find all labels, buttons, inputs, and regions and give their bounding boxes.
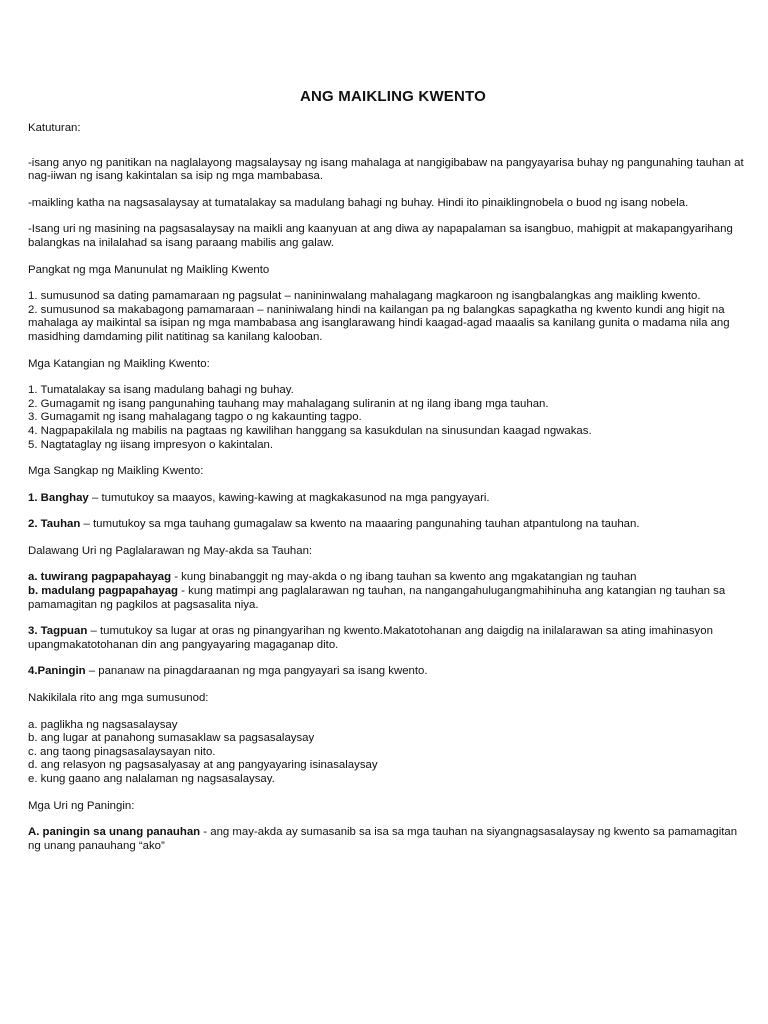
katangian-item: 3. Gumagamit ng isang mahalagang tagpo o ng kakaunting tagpo. <box>28 411 362 424</box>
sangkap-tagpuan <box>28 625 758 652</box>
definition-3: -Isang uri ng masining na pagsasalaysay na maikli ang kaanyuan at ang diwa ay napapalaman sa isangbuo, mahigpit at makapangyarihang balangkas na inilalahad sa isang paraang mabilis ang galaw. <box>28 223 733 249</box>
katangian-heading: Mga Katangian ng Maikling Kwento: <box>28 357 210 370</box>
tauhan-term: 2. Tauhan <box>28 518 81 531</box>
katuturan-label: Katuturan: <box>28 122 81 134</box>
unang-panauhan-continuation: ng unang panauhang “ako” <box>28 839 165 852</box>
katangian-item: 1. Tumatalakay sa isang madulang bahagi ng buhay. <box>28 384 294 397</box>
banghay-definition: – tumutukoy sa maayos, kawing-kawing at magkakasunod na mga pangyayari. <box>88 491 490 504</box>
unang-panauhan-term: A. paningin sa unang panauhan <box>28 826 201 839</box>
nakikilala-heading: Nakikilala rito ang mga sumusunod: <box>28 692 209 705</box>
tuwiran-definition: - kung binabanggit ng may-akda o ng ibang tauhan sa kwento ang mgakatangian ng tauhan <box>171 571 637 584</box>
madulang-definition: - kung matimpi ang paglalarawan ng tauhan, na nangangahulugangmahihinuha ang katangian ng tauhan sa pamamagitan ng pagkilos at pagsasalita niya. <box>28 585 726 611</box>
page-title: ANG MAIKLING KWENTO <box>299 88 486 105</box>
pangkat-item-2: 2. sumusunod sa makabagong pamamaraan – naniniwalang hindi na kailangan pa ng balangkas sapagkatha ng kwento kundi ang higit na mahalaga ay maikintal sa isipan ng mga mambabasa ang isanglarawang hindi kaagad-agad maaalis sa kanilang gunita o madama nila ang masidhing damdaming pilit natitinag sa kanilang kalooban. <box>28 303 730 343</box>
paningin-term: 4.Paningin <box>28 665 86 678</box>
pangkat-heading: Pangkat ng mga Manunulat ng Maikling Kwento <box>28 263 270 276</box>
unang-panauhan-definition: - ang may-akda ay sumasanib sa isa sa mga tauhan na siyangnagsasalaysay ng kwento sa pamamagitan <box>200 826 738 839</box>
nakikilala-item: b. ang lugar at panahong sumasaklaw sa pagsasalaysay <box>28 732 315 745</box>
sangkap-paningin <box>28 665 758 679</box>
pangkat-item-1: 1. sumusunod sa dating pamamaraan ng pagsulat – nanininwalang mahalagang magkaroon ng isangbalangkas ang maikling kwento. <box>28 290 701 303</box>
definition-1: -isang anyo ng panitikan na naglalayong magsalaysay ng isang mahalaga at nangigibabaw na pangyayarisa buhay ng pangunahing tauhan at nag-iiwan ng isang kakintalan sa isip ng mga mambabasa. <box>28 156 744 183</box>
paningin-definition: – pananaw na pinagdaraanan ng mga pangyayari sa isang kwento. <box>85 665 428 678</box>
tagpuan-term: 3. Tagpuan <box>28 625 88 638</box>
tauhan-definition: – tumutukoy sa mga tauhang gumagalaw sa kwento na maaaring pangunahing tauhan atpantulong na tauhan. <box>80 518 640 531</box>
katangian-item: 2. Gumagamit ng isang pangunahing tauhang may mahalagang suliranin at ng ilang ibang mga tauhan. <box>28 397 549 410</box>
tagpuan-definition: – tumutukoy sa lugar at oras ng pinangyarihan ng kwento.Makatotohanan ang daigdig na inilalarawan sa ating imahinasyon upangmakatotohanan din ang pangyayaring magaganap dito. <box>28 625 713 651</box>
nakikilala-item: d. ang relasyon ng pagsasalyasay at ang pangyayaring isinasalaysay <box>28 759 378 772</box>
paglalarawan-madulang <box>28 585 758 612</box>
banghay-term: 1. Banghay <box>28 491 89 504</box>
katangian-item: 5. Nagtataglay ng iisang impresyon o kakintalan. <box>28 438 274 451</box>
uri-paningin-heading: Mga Uri ng Paningin: <box>28 799 135 812</box>
madulang-term: b. madulang pagpapahayag <box>28 585 179 598</box>
sangkap-banghay <box>28 492 758 506</box>
paglalarawan-tuwiran <box>28 571 758 585</box>
document-body <box>28 88 758 853</box>
definition-2: -maikling katha na nagsasalaysay at tumatalakay sa madulang bahagi ng buhay. Hindi ito pinaiklingnobela o buod ng isang nobela. <box>28 196 689 209</box>
tuwiran-term: a. tuwirang pagpapahayag <box>28 571 172 584</box>
unang-panauhan <box>28 826 758 840</box>
sangkap-tauhan <box>28 518 758 532</box>
paglalarawan-heading: Dalawang Uri ng Paglalarawan ng May-akda sa Tauhan: <box>28 544 313 557</box>
nakikilala-item: c. ang taong pinagsasalaysayan nito. <box>28 745 216 758</box>
katangian-item: 4. Nagpapakilala ng mabilis na pagtaas ng kawilihan hanggang sa kasukdulan na sinusundan kaagad ngwakas. <box>28 424 592 437</box>
nakikilala-item: e. kung gaano ang nalalaman ng nagsasalaysay. <box>28 773 275 785</box>
sangkap-heading: Mga Sangkap ng Maikling Kwento: <box>28 465 204 478</box>
nakikilala-item: a. paglikha ng nagsasalaysay <box>28 718 178 731</box>
